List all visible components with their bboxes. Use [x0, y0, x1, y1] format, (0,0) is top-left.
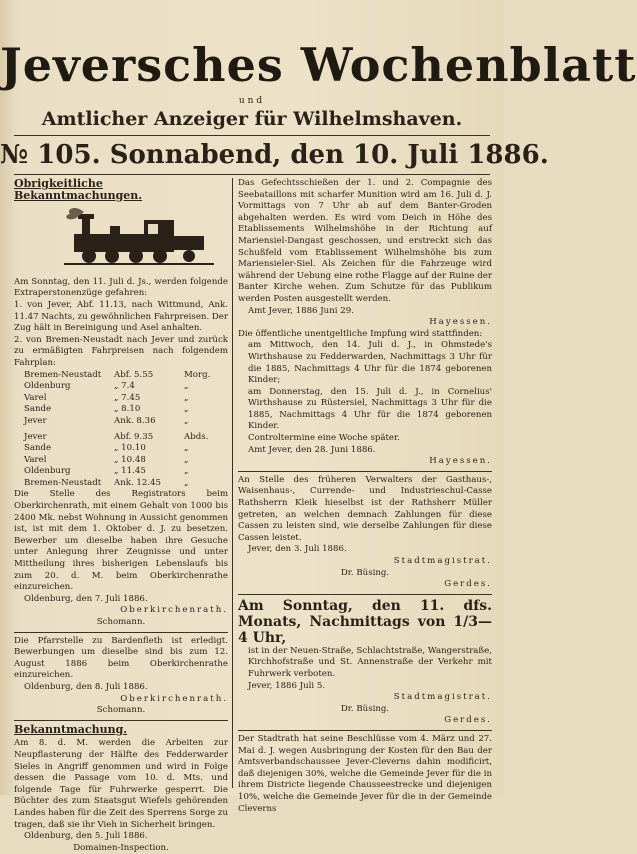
notice-signature: Hayessen. — [429, 317, 492, 328]
table-cell: Ank. 8.36 — [114, 415, 156, 426]
table-cell: Sande — [24, 443, 52, 454]
locomotive-icon — [64, 206, 214, 268]
table-cell: Bremen-Neustadt — [24, 369, 102, 380]
notice-paragraph: ist in der Neuen-Straße, Schlachtstraße, Wangerstraße, Kirchhofstraße und St. Annenstraße der Verkehr mit Fuhrwerk verboten. — [248, 645, 492, 679]
table-cell: Sande — [24, 404, 52, 415]
table-cell: „ 7.4 — [114, 381, 135, 392]
separator — [14, 720, 228, 721]
table-cell: „ — [184, 415, 189, 426]
table-cell: „ 11.45 — [114, 466, 146, 477]
notice-date: Oldenburg, den 8. Juli 1886. — [24, 681, 148, 692]
header-rule-bottom — [14, 174, 490, 175]
notice-signature: Oberkirchenrath. — [120, 605, 228, 616]
separator — [238, 471, 492, 472]
table-cell: Oldenburg — [24, 381, 71, 392]
masthead-und: und — [238, 96, 266, 106]
notice-date: Jever, den 3. Juli 1886. — [248, 544, 347, 555]
notice-paragraph: Die Stelle des Registrators beim Oberkirchenrath, mit einem Gehalt von 1000 bis 2400 Mk. nebst Wohnung in Aussicht genommen ist, ist mit dem 1. Oktober d. J. zu besetzen. Bewerber um dieselbe haben ihre Gesuche unter Anlegung ihrer Zeugnisse und unter Mittheilung ihres bisherigen Lebenslaufs bis zum 20. d. M. beim Oberkirchenrathe einzureichen. — [14, 489, 228, 593]
separator — [238, 730, 492, 731]
notice-paragraph: Am 8. d. M. werden die Arbeiten zur Neupflasterung der Hälfte des Fedderwarder Sieles in Angriff genommen und wird in Folge dessen die Passage vom 10. d. Mts. und folgende Tage für Fuhrwerke gesperrt. Die Büchter des zum Staatsgut Wiefels gehörenden Landes haben für die Zeit des Sperrens Sorge zu tragen, daß sie ihr Vieh in Sicherheit bringen. — [14, 738, 228, 830]
table-cell: „ 10.48 — [114, 454, 146, 465]
table-cell: „ 7.45 — [114, 392, 141, 403]
notice-signature: Gerdes. — [444, 579, 492, 590]
separator — [14, 632, 228, 633]
notice-signature: Schomann. — [96, 705, 146, 716]
table-cell: „ — [184, 443, 189, 454]
table-cell: Varel — [24, 454, 47, 465]
notice-paragraph: am Donnerstag, den 15. Juli d. J., in Cornelius' Wirthshause zu Rüstersiel, Nachmittags 3 Uhr für die 1885, Nachmittags 4 Uhr für die 1874 geborenen Kinder. — [248, 386, 492, 432]
table-cell: „ — [184, 404, 189, 415]
notice-paragraph: Die öffentliche unentgeltliche Impfung wird stattfinden: — [238, 328, 483, 339]
table-cell: Jever — [24, 431, 47, 442]
table-cell: Morg. — [184, 369, 211, 380]
table-cell: „ — [184, 477, 189, 488]
notice-headline: Am Sonntag, den 11. dfs. Monats, Nachmittags von 1/3—4 Uhr, — [238, 597, 492, 646]
notice-signature: Hayessen. — [429, 456, 492, 467]
separator — [238, 594, 492, 595]
table-cell: Abf. 5.55 — [114, 369, 154, 380]
subheading: Amtlicher Anzeiger für Wilhelmshaven. — [41, 108, 463, 130]
table-cell: „ 10.10 — [114, 443, 146, 454]
notice-signature: Oberkirchenrath. — [120, 693, 228, 704]
table-cell: Abds. — [184, 431, 209, 442]
table-cell: Jever — [24, 415, 47, 426]
notice-signature: Stadtmagistrat. — [393, 692, 492, 703]
table-cell: „ — [184, 381, 189, 392]
notice-paragraph: Controltermine eine Woche später. — [248, 433, 400, 444]
notice-signature: Domainen-Inspection. — [73, 842, 169, 853]
table-cell: Varel — [24, 392, 47, 403]
notice-paragraph: An Stelle des früheren Verwalters der Gasthaus-, Waisenhaus-, Currende- und Industrieschul-Casse Rathsherrn Kleik hieselbst ist der Rathsherr Müller getreten, an welchen demnach Zahlungen für diese Cassen zu leisten sind, wie derselbe Zahlungen für diese Cassen leistet. — [238, 474, 492, 543]
notice-signature: Gerdes. — [444, 715, 492, 726]
table-cell: Bremen-Neustadt — [24, 477, 102, 488]
notice-date: Amt Jever, 1886 Juni 29. — [248, 305, 354, 316]
notice-date: Oldenburg, den 7. Juli 1886. — [24, 593, 148, 604]
notice-signature: Dr. Büsing. — [340, 703, 390, 714]
notice-signature: Schomann. — [96, 617, 146, 627]
table-cell: „ — [184, 392, 189, 403]
right-column — [238, 178, 492, 815]
left-column — [14, 178, 228, 854]
table-cell: Ank. 12.45 — [114, 477, 162, 488]
notice-date: Amt Jever, den 28. Juni 1886. — [248, 444, 376, 455]
timetable-outbound — [24, 370, 228, 428]
table-cell: Oldenburg — [24, 466, 71, 477]
table-cell: „ 8.10 — [114, 404, 141, 415]
notice-paragraph: am Mittwoch, den 14. Juli d. J., in Ohmstede's Wirthshause zu Fedderwarden, Nachmittags 3 Uhr für die 1885, Nachmittags 4 Uhr für die 1874 geborenen Kinder; — [248, 340, 492, 386]
header-rule-top — [14, 135, 490, 136]
notice-paragraph: Das Gefechtsschießen der 1. und 2. Compagnie des Seebataillons mit scharfer Munition wird am 16. Juli d. J. Vormittags von 7 Uhr ab auf dem Banter-Groden abgehalten werden. Es wird vom Deich in Höhe des Etablissements Wilhelmshöhe in der Richtung auf Mariensiel-Dangast geschossen, und erstreckt sich das Schußfeld vom Etablissement Wilhelmshöhe bis zum Mariensieler-Siel. Als Zeichen für die Fahrzeuge wird während der Uebung eine rothe Flagge auf der Ruine der Banter Kirche wehen. Zum Schutze für das Publikum werden Posten ausgestellt werden. — [238, 178, 492, 304]
table-cell: „ — [184, 466, 189, 477]
issue-line: № 105. Sonnabend, den 10. Juli 1886. — [0, 140, 549, 170]
notice-paragraph: 1. von Jever, Abf. 11.13, nach Wittmund, Ank. 11.47 Nachts, zu gewöhnlichen Fahrpreisen. Der Zug hält in Bereinigung und Asel anhalten. — [14, 299, 228, 334]
notice-paragraph: Die Pfarrstelle zu Bardenfleth ist erledigt. Bewerbungen um dieselbe sind bis zum 12. August 1886 beim Oberkirchenrathe einzureichen. — [14, 635, 228, 681]
notice-date: Oldenburg, den 5. Juli 1886. — [24, 831, 148, 842]
notice-signature: Dr. Büsing. — [340, 567, 390, 578]
section-title-notice: Bekanntmachung. — [14, 722, 128, 736]
table-cell: Abf. 9.35 — [114, 431, 154, 442]
masthead: Jeversches Wochenblatt — [0, 38, 637, 92]
notice-paragraph: 2. von Bremen-Neustadt nach Jever und zurück zu ermäßigten Fahrpreisen nach folgendem Fahrplan: — [14, 334, 228, 368]
notice-paragraph: Der Stadtrath hat seine Beschlüsse vom 4. März und 27. Mai d. J. wegen Ausbringung der Kosten für den Bau der Amtsverbandschaussee Jever-Cleverns dahin modificirt, daß diejenigen 30%, welche die Gemeinde Jever für die in ihrem Districte liegende Chausseestrecke und diejenigen 10%, welche die Gemeinde Jever für die in der Gemeinde Cleverns — [238, 733, 492, 814]
notice-signature: Stadtmagistrat. — [393, 556, 492, 566]
notice-date: Jever, 1886 Juli 5. — [248, 680, 326, 691]
table-cell: „ — [184, 454, 189, 465]
section-title-official: Obrigkeitliche Bekanntmachungen. — [14, 177, 143, 202]
notice-paragraph: Am Sonntag, den 11. Juli d. Js., werden folgende Extraperstonenzüge gefahren: — [14, 276, 228, 299]
timetable-return — [24, 432, 228, 490]
